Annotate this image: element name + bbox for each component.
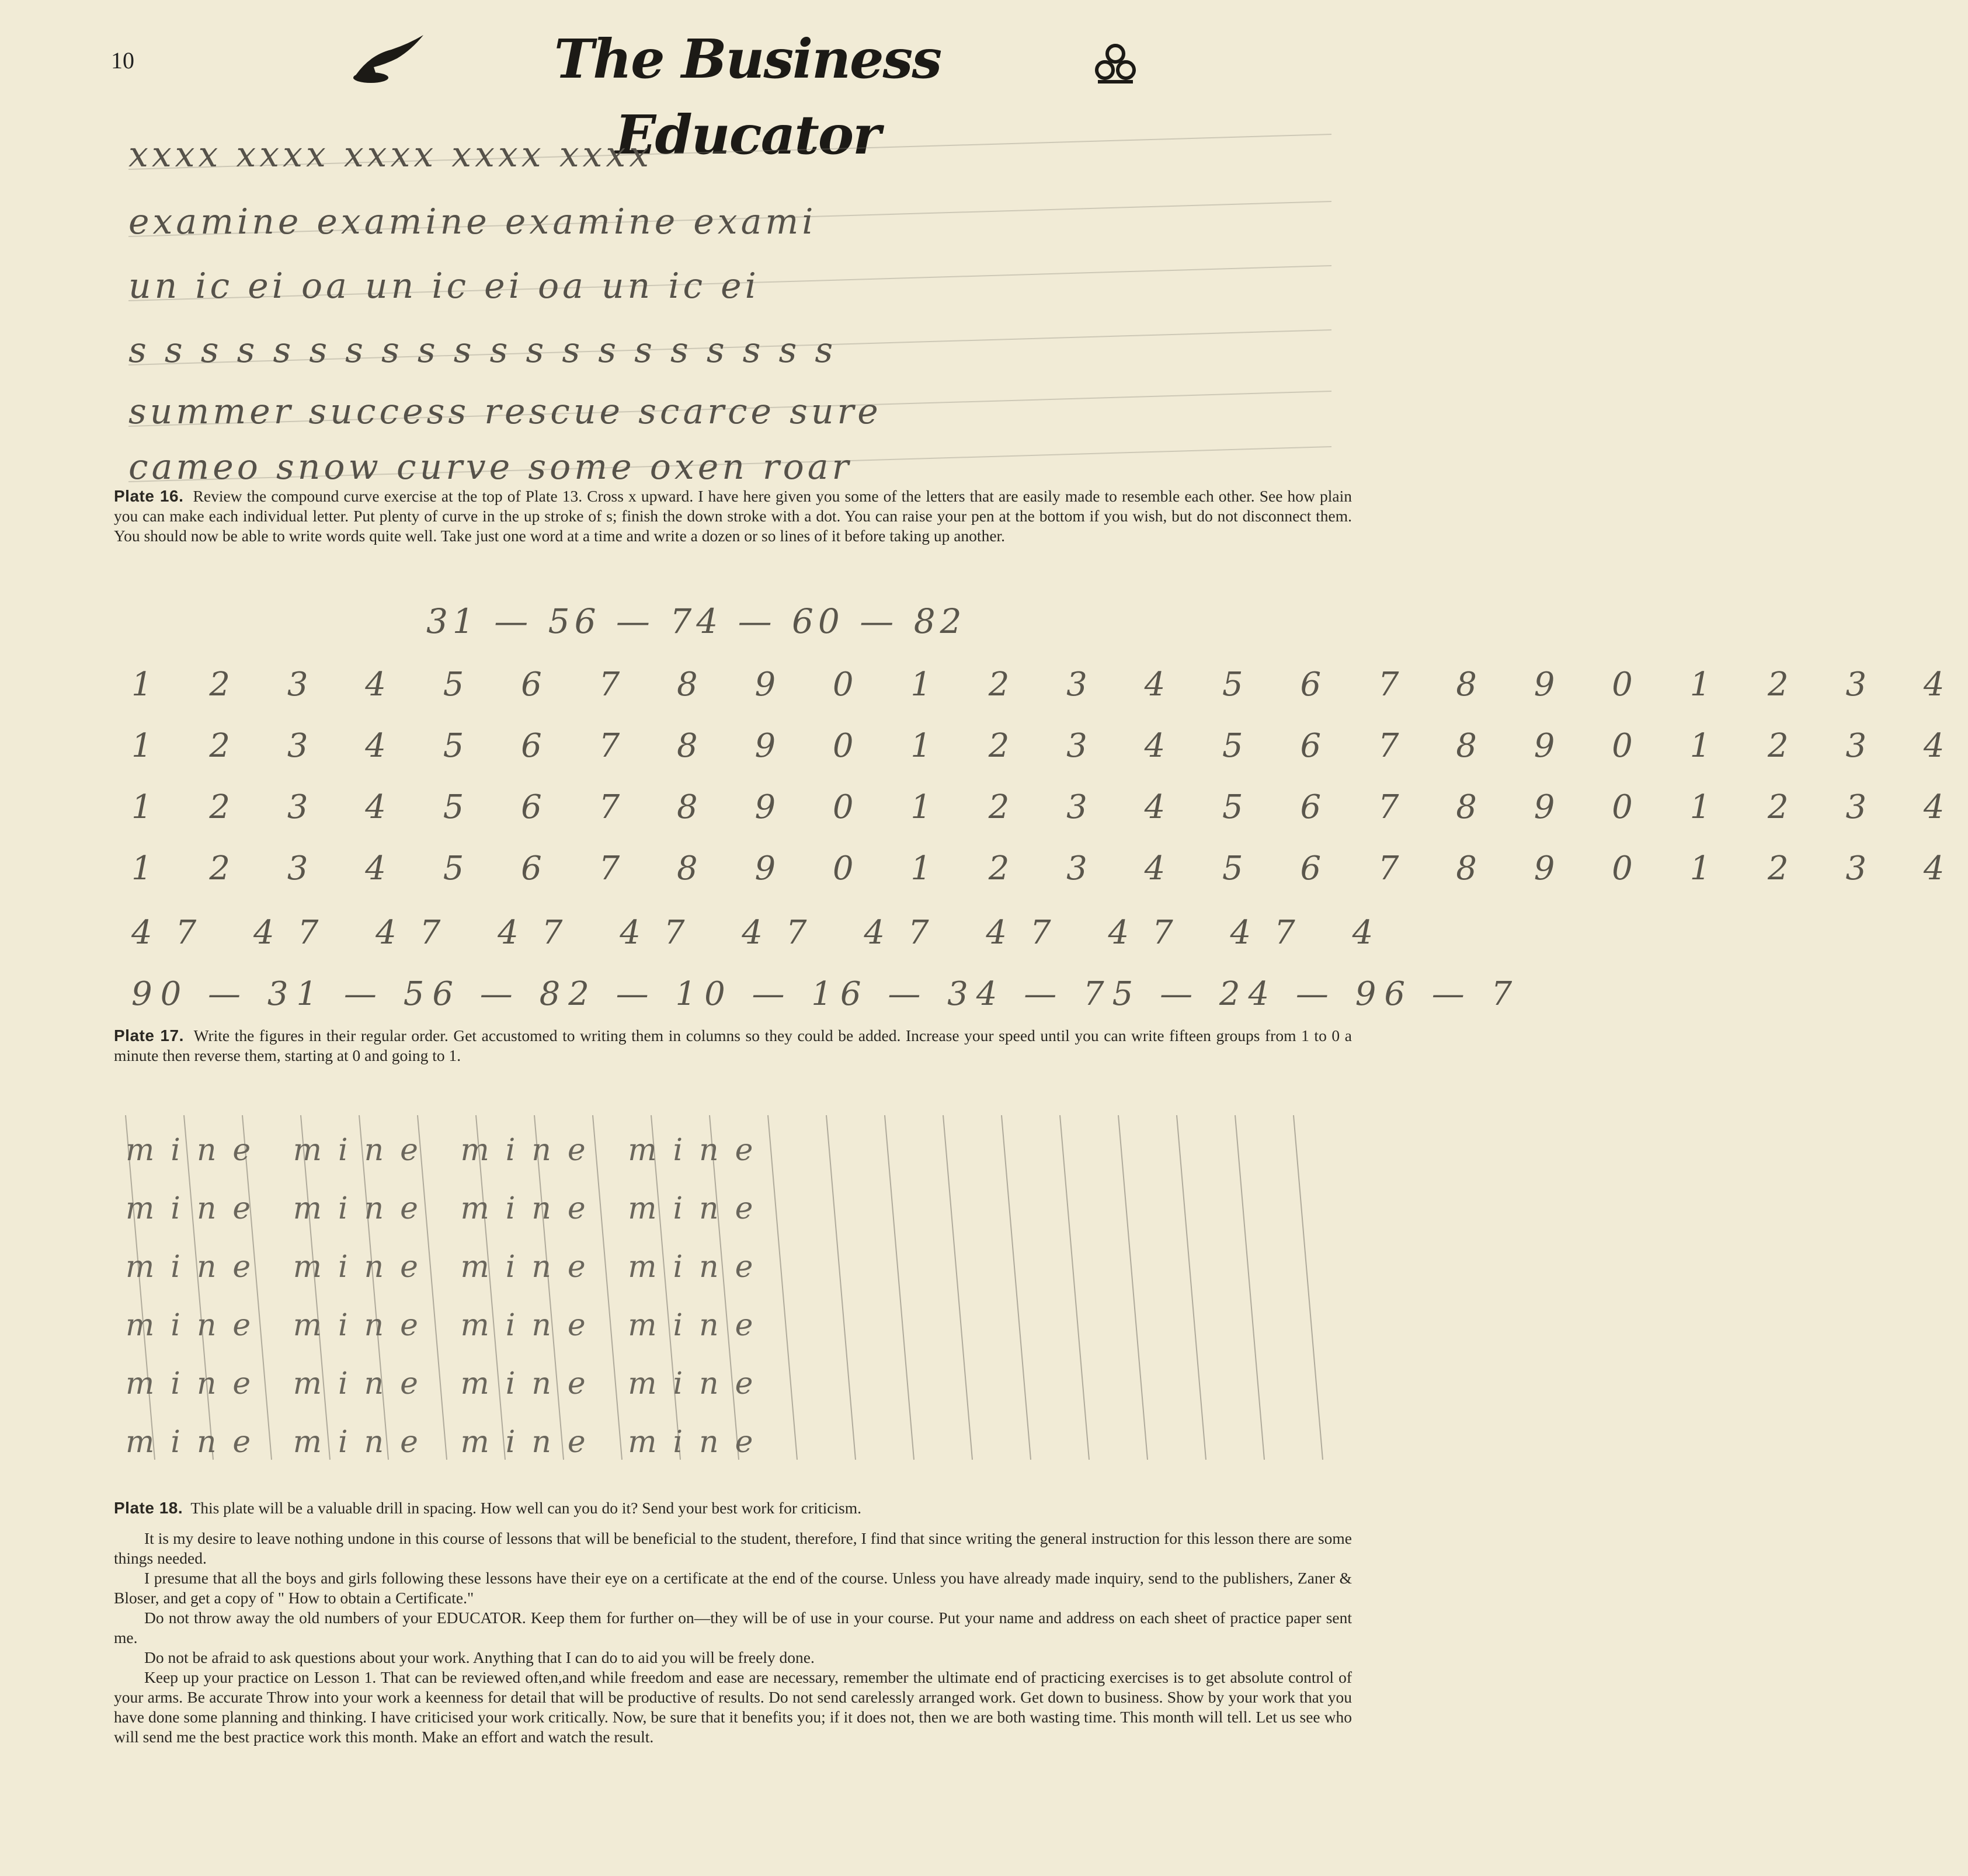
plate18-row: mine mine mine mine xyxy=(126,1191,770,1226)
body-paragraph: It is my desire to leave nothing undone in this course of lessons that will be beneficial to the student, therefore, I find that since writing the general instruction for this lesson there are some things needed. xyxy=(114,1529,1352,1567)
plate17-label: Plate 17. xyxy=(114,1026,184,1045)
plate16-caption-text: Review the compound curve exercise at the top of Plate 13. Cross x upward. I have here given you some of the letters that are easily made to resemble each other. See how plain you can make each individual letter. Put plenty of curve in the up stroke of s; finish the down stroke with a dot. You can raise your pen at the bottom if you wish, but do not disconnect them. You should now be able to write words quite well. Take just one word at a time and write a dozen or so lines of it before taking up another. xyxy=(114,487,1352,545)
plate17-caption-text: Write the figures in their regular order. Get accustomed to writing them in columns so they could be added. Increase your speed until you can write fifteen groups from 1 to 0 a minute then reverse them, starting at 0 and going to 1. xyxy=(114,1026,1352,1064)
plate16-caption xyxy=(114,486,1352,546)
plate17-row-2: 1 2 3 4 5 6 7 8 9 0 1 2 3 4 5 6 7 8 9 0 1 2 3 4 xyxy=(131,727,1968,765)
plate16-line-text: summer success rescue scarce sure xyxy=(128,391,882,432)
plate18-row: mine mine mine mine xyxy=(126,1133,770,1168)
plate16-line-3 xyxy=(128,254,1331,318)
plate16-label: Plate 16. xyxy=(114,487,184,505)
plate18-row: mine mine mine mine xyxy=(126,1366,770,1401)
plate18-row: mine mine mine mine xyxy=(126,1425,770,1460)
plate17-caption xyxy=(114,1026,1352,1066)
body-paragraph: Do not throw away the old numbers of your EDUCATOR. Keep them for further on—they will be of use in your course. Put your name and address on each sheet of practice paper sent me. xyxy=(114,1609,1352,1647)
plate16-line-text: examine examine examine exami xyxy=(128,201,817,242)
plate18-drill xyxy=(126,1109,1340,1483)
plate17-top-line: 31 — 56 — 74 — 60 — 82 xyxy=(426,601,966,641)
ornament-icon xyxy=(1092,41,1139,88)
plate18-caption xyxy=(114,1498,1352,1518)
plate18-label: Plate 18. xyxy=(114,1499,183,1517)
plate17-row-3: 1 2 3 4 5 6 7 8 9 0 1 2 3 4 5 6 7 8 9 0 1 2 3 4 xyxy=(131,788,1968,826)
plate17-row-1: 1 2 3 4 5 6 7 8 9 0 1 2 3 4 5 6 7 8 9 0 1 2 3 4 xyxy=(131,666,1968,704)
plate16-line-1 xyxy=(128,123,1331,187)
masthead-title: The Business Educator xyxy=(554,27,941,166)
body-paragraph: Keep up your practice on Lesson 1. That can be reviewed often,and while freedom and ease are necessary, remember the ultimate end of practicing exercises is to get absolute control of your arms. Be accurate Throw into your work a keenness for detail that will be productive of results. Do not send carelessly arranged work. Get down to business. Show by your work that you have done some planning and thinking. I have criticised your work critically. Now, be sure that it benefits you; if it does not, then we are both wasting time. This month will tell. Let us see who will send me the best practice work this month. Make an effort and watch the result. xyxy=(114,1668,1352,1746)
plate16-line-text: xxxx xxxx xxxx xxxx xxxx xyxy=(128,134,653,175)
plate16-line-text: s s s s s s s s s s s s s s s s s s s s xyxy=(128,330,837,371)
plate16-line-text: un ic ei oa un ic ei oa un ic ei xyxy=(128,266,760,307)
body-paragraph: Do not be afraid to ask questions about your work. Anything that I can do to aid you will be freely done. xyxy=(144,1648,815,1666)
plate17-row-4: 1 2 3 4 5 6 7 8 9 0 1 2 3 4 5 6 7 8 9 0 1 2 3 4 xyxy=(131,850,1968,887)
quill-icon xyxy=(350,32,426,85)
plate17-row-6: 90 — 31 — 56 — 82 — 10 — 16 — 34 — 75 — 24 — 96 — 7 xyxy=(131,975,1521,1013)
body-paragraph: I presume that all the boys and girls following these lessons have their eye on a certificate at the end of the course. Unless you have already made inquiry, send to the publishers, Zaner & Bloser, and get a copy of " How to obtain a Certificate." xyxy=(114,1569,1352,1607)
plate16-line-2 xyxy=(128,190,1331,254)
plate16-line-text: cameo snow curve some oxen roar xyxy=(128,447,853,488)
plate18-row: mine mine mine mine xyxy=(126,1308,770,1343)
plate18-row: mine mine mine mine xyxy=(126,1249,770,1285)
page-number: 10 xyxy=(111,47,134,74)
plate16-line-4 xyxy=(128,318,1331,382)
plate18-caption-text: This plate will be a valuable drill in spacing. How well can you do it? Send your best work for criticism. xyxy=(190,1499,862,1517)
plate17-row-5: 47 47 47 47 47 47 47 47 47 47 4 xyxy=(131,914,1397,952)
plate16-line-5 xyxy=(128,380,1331,444)
